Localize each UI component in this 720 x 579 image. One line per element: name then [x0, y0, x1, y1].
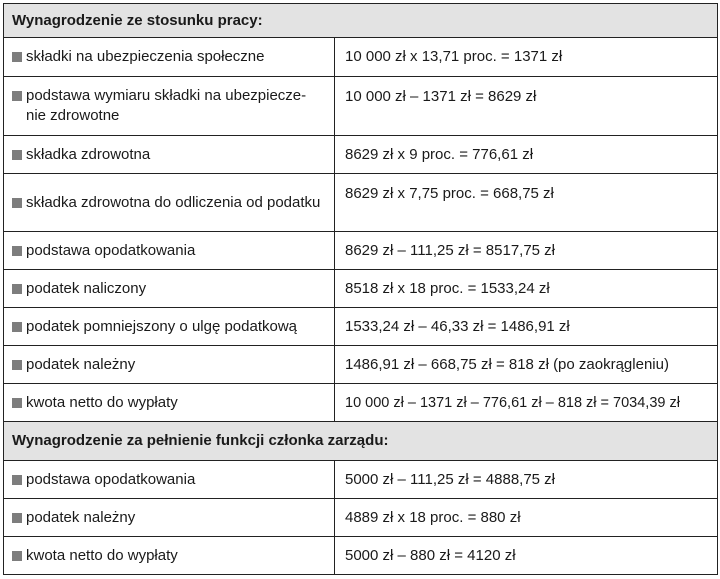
row-label-cell	[4, 270, 335, 308]
row-label-cell	[4, 308, 335, 346]
section-title: Wynagrodzenie ze stosunku pracy:	[4, 4, 718, 38]
bullet-square-icon	[12, 398, 22, 408]
bullet-square-icon	[12, 551, 22, 561]
table-row	[4, 232, 718, 270]
row-label: składki na ubezpieczenia społeczne	[26, 48, 265, 65]
row-label: podstawa wymiaru składki na ubezpiecze-nie zdrowotne	[26, 87, 307, 124]
row-value: 10 000 zł x 13,71 proc. = 1371 zł	[335, 38, 718, 77]
row-label-cell	[4, 537, 335, 575]
row-label: podstawa opodatkowania	[26, 241, 196, 259]
bullet-square-icon	[12, 475, 22, 485]
row-label: podatek należny	[26, 508, 136, 526]
row-label-cell	[4, 136, 335, 174]
salary-calculation-table-container	[3, 3, 717, 575]
table-row	[4, 499, 718, 537]
row-label: podatek naliczony	[26, 279, 147, 297]
row-label-cell	[4, 77, 335, 136]
section-title: Wynagrodzenie za pełnienie funkcji członka zarządu:	[4, 422, 718, 461]
bullet-square-icon	[12, 150, 22, 160]
row-value: 8629 zł x 7,75 proc. = 668,75 zł	[335, 174, 718, 232]
row-value: 8629 zł x 9 proc. = 776,61 zł	[335, 136, 718, 174]
table-row	[4, 270, 718, 308]
bullet-square-icon	[12, 360, 22, 370]
bullet-square-icon	[12, 513, 22, 523]
row-label-cell	[4, 232, 335, 270]
row-label: podstawa opodatkowania	[26, 470, 196, 488]
row-value: 1486,91 zł – 668,75 zł = 818 zł (po zaokrągleniu)	[335, 346, 718, 384]
salary-calculation-table	[3, 3, 718, 575]
row-value: 10 000 zł – 1371 zł – 776,61 zł – 818 zł = 7034,39 zł	[335, 384, 718, 422]
bullet-square-icon	[12, 91, 22, 101]
row-value: 5000 zł – 111,25 zł = 4888,75 zł	[335, 461, 718, 499]
row-value: 1533,24 zł – 46,33 zł = 1486,91 zł	[335, 308, 718, 346]
row-value: 8629 zł – 111,25 zł = 8517,75 zł	[335, 232, 718, 270]
row-value: 8518 zł x 18 proc. = 1533,24 zł	[335, 270, 718, 308]
row-label-cell	[4, 499, 335, 537]
section-header-employment	[4, 4, 718, 38]
row-label-cell	[4, 346, 335, 384]
row-label-cell	[4, 461, 335, 499]
row-value: 5000 zł – 880 zł = 4120 zł	[335, 537, 718, 575]
bullet-square-icon	[12, 52, 22, 62]
row-value: 10 000 zł – 1371 zł = 8629 zł	[335, 77, 718, 136]
table-row	[4, 136, 718, 174]
row-label-cell	[4, 38, 335, 77]
table-row	[4, 346, 718, 384]
row-label-cell	[4, 384, 335, 422]
row-label: kwota netto do wypłaty	[26, 393, 178, 411]
table-row	[4, 384, 718, 422]
bullet-square-icon	[12, 198, 22, 208]
row-label: kwota netto do wypłaty	[26, 546, 178, 564]
row-label: podatek należny	[26, 355, 136, 373]
bullet-square-icon	[12, 322, 22, 332]
table-row	[4, 38, 718, 77]
row-label: składka zdrowotna do odliczenia od podatku	[26, 193, 321, 211]
row-value: 4889 zł x 18 proc. = 880 zł	[335, 499, 718, 537]
row-label: podatek pomniejszony o ulgę podatkową	[26, 317, 298, 335]
table-row	[4, 77, 718, 136]
row-label-cell	[4, 174, 335, 232]
table-row	[4, 308, 718, 346]
row-label: składka zdrowotna	[26, 145, 151, 163]
bullet-square-icon	[12, 246, 22, 256]
table-row	[4, 537, 718, 575]
table-row	[4, 174, 718, 232]
table-row	[4, 461, 718, 499]
section-header-board-member	[4, 422, 718, 461]
bullet-square-icon	[12, 284, 22, 294]
